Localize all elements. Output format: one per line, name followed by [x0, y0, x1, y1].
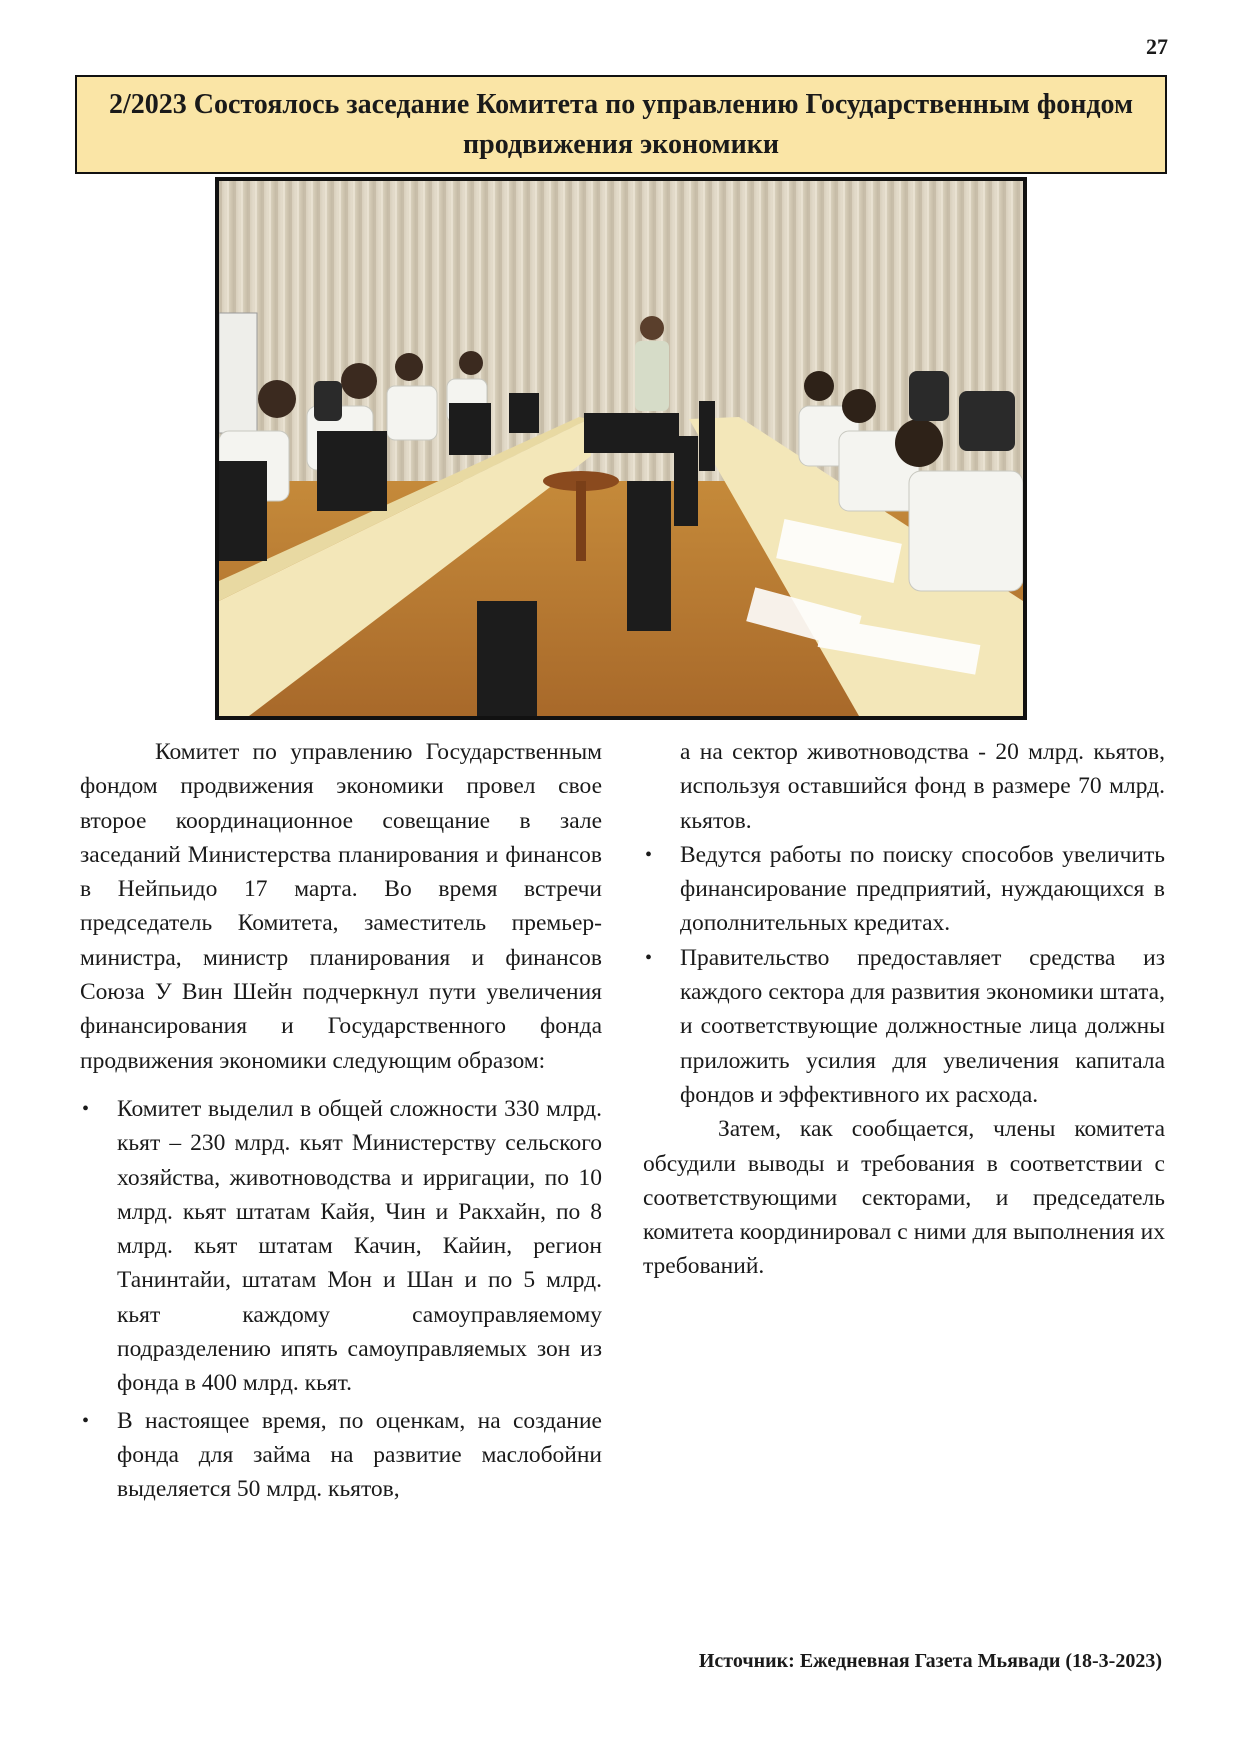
bullet-icon: • [645, 843, 653, 866]
bullet-icon: • [82, 1409, 90, 1432]
list-item-continuation [643, 735, 1165, 838]
intro-paragraph: Комитет по управлению Государственным фондом продвижения экономики провел свое второе координационное совещание в зале заседаний Министерства планирования и финансов в Нейпьидо 17 марта. Во время встречи председатель Комитета, заместитель премьер-министра, министр планирования и финансов Союза У Вин Шейн подчеркнул пути увеличения финансирования и Государственного фонда продвижения экономики следующим образом: [80, 739, 602, 1074]
bullet-icon: • [645, 946, 653, 969]
list-item-text: В настоящее время, по оценкам, на создание фонда для займа на развитие маслобойни выделяется 50 млрд. кьятов, [117, 1407, 602, 1503]
closing-paragraph: Затем, как сообщается, члены комитета обсудили выводы и требования в соответствии с соответствующими секторами, и председатель комитета координировал с ними для выполнения их требований. [643, 1116, 1165, 1280]
list-item-text: Комитет выделил в общей сложности 330 млрд. кьят – 230 млрд. кьят Министерству сельского хозяйства, животноводства и ирригации, по 10 млрд. кьят штатам Кайя, Чин и Ракхайн, по 8 млрд. кьят штатам Качин, Кайин, регион Танинтайи, штатам Мон и Шан и по 5 млрд. кьят каждому самоуправляемому подразделению ипять самоуправляемых зон из фонда в 400 млрд. кьят. [117, 1095, 602, 1397]
list-item [643, 838, 1165, 941]
list-item-text: Ведутся работы по поиску способов увеличить финансирование предприятий, нуждающихся в дополнительных кредитах. [680, 841, 1165, 937]
left-bullet-list [80, 1092, 602, 1507]
list-item-text: Правительство предоставляет средства из каждого сектора для развития экономики штата, и соответствующие должностные лица должны приложить усилия для увеличения капитала фондов и эффективного их расхода. [680, 944, 1165, 1108]
page-number: 27 [1146, 34, 1168, 59]
list-item [643, 941, 1165, 1112]
right-column [643, 735, 1165, 1284]
left-column [80, 735, 602, 1507]
list-item [80, 1404, 602, 1507]
article-title-box [75, 75, 1167, 174]
list-item [80, 1092, 602, 1401]
source-citation: Источник: Ежедневная Газета Мьявади (18-3-2023) [698, 1650, 1162, 1672]
article-title: 2/2023 Состоялось заседание Комитета по управлению Государственным фондом продвижения экономики [108, 88, 1134, 160]
list-item-text: а на сектор животноводства - 20 млрд. кьятов, используя оставшийся фонд в размере 70 млрд. кьятов. [680, 739, 1165, 834]
meeting-photo-illustration [219, 181, 1023, 716]
right-bullet-list [643, 735, 1165, 1112]
bullet-icon: • [82, 1097, 90, 1120]
meeting-photo [215, 177, 1027, 720]
